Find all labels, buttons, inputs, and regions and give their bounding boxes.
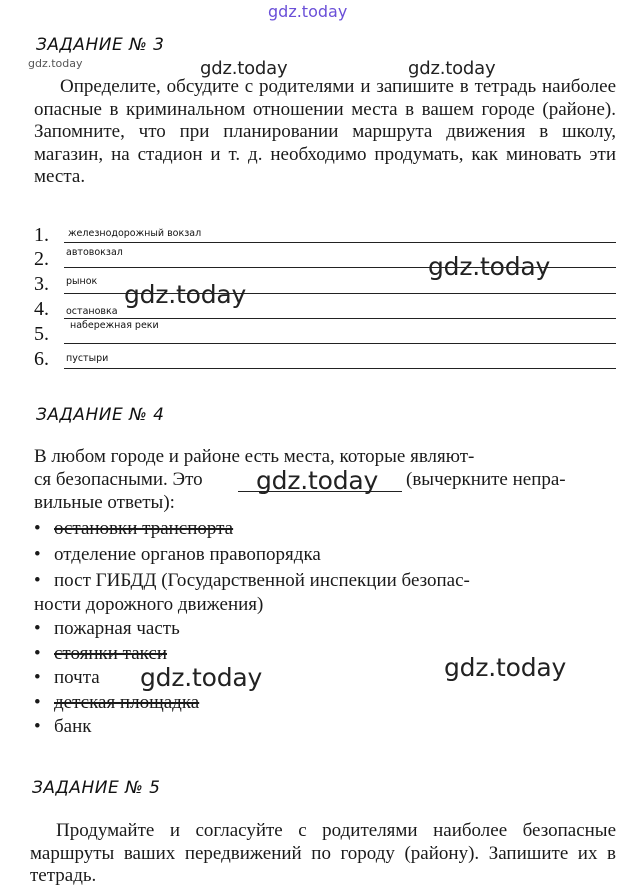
task4-heading: ЗАДАНИЕ № 4 [36, 405, 165, 425]
task4-item-6 [34, 667, 100, 689]
watermark-small: gdz.today [28, 57, 83, 70]
bullet: • [34, 544, 41, 565]
task3-line-5 [64, 343, 616, 344]
task4-item-4 [34, 618, 180, 640]
watermark-task3-b: gdz.today [408, 58, 496, 79]
task4-item-4-text: пожарная часть [54, 618, 180, 639]
watermark-task4-b: gdz.today [444, 653, 567, 682]
task3-answer-1: железнодорожный вокзал [68, 228, 202, 239]
task5-text: Продумайте и согласуйте с родителями наиболее безопасные маршруты ваших передвижений по городу (району). Запишите их в тетрадь. [30, 820, 616, 886]
task4-item-3-cont-text: ности дорожного движения) [34, 594, 264, 615]
watermark-top: gdz.today [268, 2, 348, 21]
bullet: • [34, 692, 41, 713]
task3-num-6: 6. [34, 348, 49, 370]
task4-text-line2a: ся безопасными. Это [34, 469, 203, 490]
task3-answer-6: пустыри [66, 353, 109, 364]
task4-item-3-cont [34, 594, 263, 616]
task3-answer-4: остановка [66, 306, 118, 317]
watermark-task3-c: gdz.today [428, 252, 551, 281]
watermark-task4-c: gdz.today [140, 663, 263, 692]
watermark-task4-a: gdz.today [256, 466, 379, 495]
task3-heading: ЗАДАНИЕ № 3 [36, 35, 165, 55]
bullet: • [34, 570, 41, 591]
bullet: • [34, 667, 41, 688]
task4-item-8 [34, 716, 92, 738]
task3-line-1 [64, 242, 616, 243]
task4-item-7-text: детская площадка [54, 692, 200, 713]
task3-answer-2: автовокзал [66, 247, 123, 258]
bullet: • [34, 618, 41, 639]
task3-num-1: 1. [34, 224, 49, 246]
task3-text: Определите, обсудите с родителями и запишите в тетрадь наиболее опасные в криминальном отношении места в вашем городе (районе). Запомните, что при планировании маршрута движения в школу, магазин, на стадион и т. д. необходимо продумать, как миновать эти места. [34, 76, 616, 187]
task3-answer-5: набережная реки [70, 320, 159, 331]
bullet: • [34, 716, 41, 737]
task4-item-2 [34, 544, 321, 566]
task4-item-7 [34, 692, 199, 714]
task5-heading: ЗАДАНИЕ № 5 [32, 778, 161, 798]
task4-text-line1: В любом городе и районе есть места, которые являют- [34, 446, 475, 467]
task4-item-1 [34, 518, 233, 540]
task4-item-5 [34, 643, 167, 665]
task4-text-line2b: (вычеркните непра- [406, 469, 566, 490]
task4-item-3 [34, 570, 470, 592]
task3-num-2: 2. [34, 248, 49, 270]
task4-item-8-text: банк [54, 716, 92, 737]
bullet: • [34, 643, 41, 664]
task3-answer-3: рынок [66, 276, 98, 287]
task4-item-2-text: отделение органов правопорядка [54, 544, 321, 565]
bullet: • [34, 518, 41, 539]
task4-item-3-text: пост ГИБДД (Государственной инспекции безопас- [54, 570, 470, 591]
task4-item-5-text: стоянки такси [54, 643, 168, 664]
task4-item-6-text: почта [54, 667, 100, 688]
watermark-task3-a: gdz.today [200, 58, 288, 79]
task3-line-4 [64, 318, 616, 319]
task3-line-6 [64, 368, 616, 369]
task3-num-5: 5. [34, 323, 49, 345]
task3-num-3: 3. [34, 273, 49, 295]
task4-text-line3: вильные ответы): [34, 492, 175, 513]
watermark-task3-d: gdz.today [124, 280, 247, 309]
task3-num-4: 4. [34, 298, 49, 320]
task4-item-1-text: остановки транспорта [54, 518, 234, 539]
